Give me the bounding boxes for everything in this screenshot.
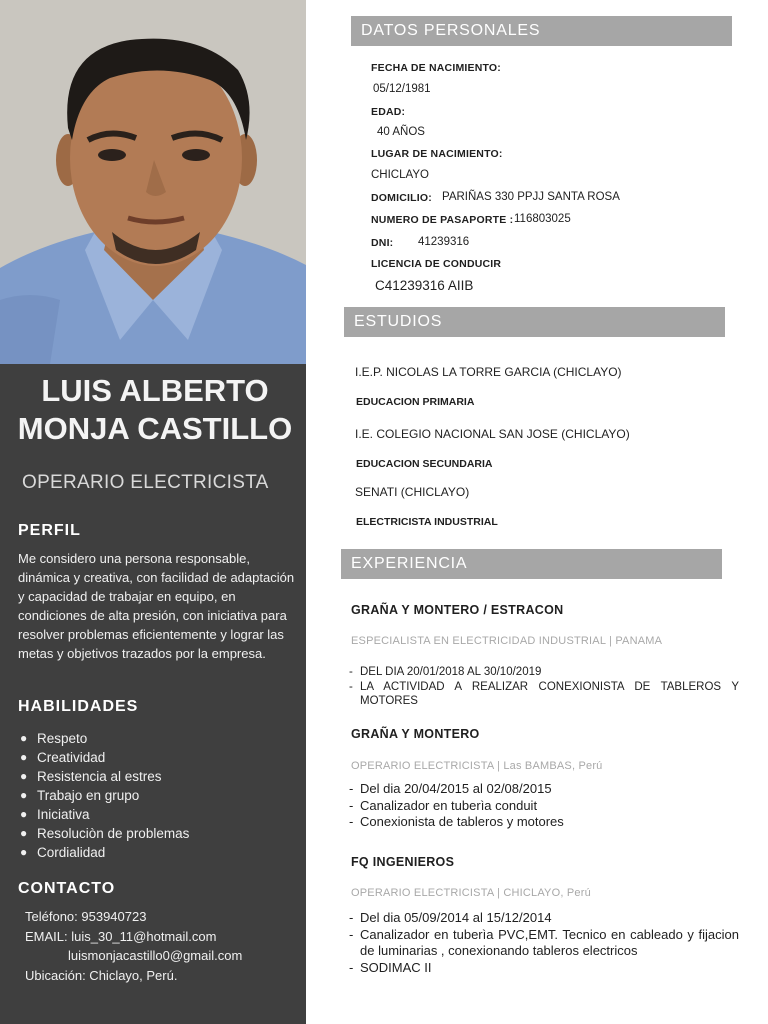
bullet-icon: ● [20, 807, 28, 821]
age-value: 40 AÑOS [377, 126, 425, 138]
contact-info [25, 907, 242, 985]
address-value: PARIÑAS 330 PPJJ SANTA ROSA [442, 191, 620, 203]
list-item: ● Resistencia al estres [20, 769, 162, 784]
experiencia-heading: EXPERIENCIA [341, 549, 722, 579]
birthplace-value: CHICLAYO [371, 169, 429, 181]
list-item: ● Trabajo en grupo [20, 788, 140, 803]
name-line-2: MONJA CASTILLO [17, 411, 293, 446]
job-1-company: GRAÑA Y MONTERO / ESTRACON [351, 603, 564, 617]
perfil-text: Me considero una persona responsable, dinámica y creativa, con facilidad de adaptación y capacidad de trabajar en equipo, en condiciones de alta presión, con iniciativa para resolver problemas eficientemente y lograr las metas y objetivos trazados por la empresa. [18, 551, 295, 661]
birth-date-value: 05/12/1981 [373, 83, 431, 95]
list-item: - DEL DIA 20/01/2018 AL 30/10/2019 [349, 666, 542, 678]
study-school-3: SENATI (CHICLAYO) [355, 485, 470, 499]
study-school-1: I.E.P. NICOLAS LA TORRE GARCIA (CHICLAYO) [355, 365, 622, 379]
estudios-heading: ESTUDIOS [344, 307, 725, 337]
contact-email-1: EMAIL: luis_30_11@hotmail.com [25, 928, 217, 944]
age-label: EDAD: [371, 106, 406, 118]
dni-label: DNI: [371, 237, 394, 249]
address-label: DOMICILIO: [371, 192, 432, 204]
list-item: ● Cordialidad [20, 845, 106, 860]
habilidades-heading: HABILIDADES [18, 698, 139, 715]
job-1-position: ESPECIALISTA EN ELECTRICIDAD INDUSTRIAL | PANAMA [351, 635, 663, 647]
dni-value: 41239316 [418, 236, 470, 248]
bullet-icon: ● [20, 769, 28, 783]
list-item: ● Resoluciòn de problemas [20, 826, 190, 841]
bullet-icon: ● [20, 826, 28, 840]
list-item: - LA ACTIVIDAD A REALIZAR CONEXIONISTA DE TABLEROS Y MOTORES [349, 680, 739, 707]
list-item: ● Iniciativa [20, 807, 90, 822]
birth-date-label: FECHA DE NACIMIENTO: [371, 62, 501, 74]
perfil-heading: PERFIL [18, 522, 81, 539]
sidebar [0, 0, 306, 1024]
portrait-image [0, 0, 306, 364]
skills-list [18, 729, 189, 862]
study-school-2: I.E. COLEGIO NACIONAL SAN JOSE (CHICLAYO) [355, 427, 630, 441]
bullet-icon: ● [20, 788, 28, 802]
list-item: ● Respeto [20, 731, 88, 746]
full-name [10, 372, 300, 448]
list-item: - Del dia 05/09/2014 al 15/12/2014 [349, 910, 552, 925]
job-3-company: FQ INGENIEROS [351, 855, 455, 869]
license-value: C41239316 AIIB [375, 278, 474, 293]
job-3-position: OPERARIO ELECTRICISTA | CHICLAYO, Perú [351, 887, 591, 899]
job-1-duties [349, 665, 739, 709]
job-2-duties [349, 781, 739, 831]
list-item: - Canalizador en tuberìa PVC,EMT. Tecnico en cableado y fijacion de luminarias , conexionando tableros electricos [349, 926, 739, 958]
contact-location: Ubicación: Chiclayo, Perú. [25, 967, 178, 983]
license-label: LICENCIA DE CONDUCIR [371, 258, 502, 270]
study-level-1: EDUCACION PRIMARIA [356, 396, 475, 408]
contact-phone: Teléfono: 953940723 [25, 909, 147, 924]
profile-photo [0, 0, 306, 364]
contact-email-2: luismonjacastillo0@gmail.com [68, 948, 243, 963]
study-level-3: ELECTRICISTA INDUSTRIAL [356, 516, 498, 528]
list-item: - Del dia 20/04/2015 al 02/08/2015 [349, 781, 552, 796]
list-item: ● Creatividad [20, 750, 106, 765]
contacto-heading: CONTACTO [18, 880, 116, 897]
job-title: OPERARIO ELECTRICISTA [22, 472, 269, 493]
passport-value: 116803025 [514, 213, 571, 225]
bullet-icon: ● [20, 750, 28, 764]
study-level-2: EDUCACION SECUNDARIA [356, 458, 493, 470]
job-2-position: OPERARIO ELECTRICISTA | Las BAMBAS, Perú [351, 760, 603, 772]
bullet-icon: ● [20, 731, 28, 745]
job-2-company: GRAÑA Y MONTERO [351, 727, 480, 741]
job-3-duties [349, 910, 739, 976]
passport-label: NUMERO DE PASAPORTE : [371, 214, 514, 226]
bullet-icon: ● [20, 845, 28, 859]
list-item: - SODIMAC II [349, 959, 432, 975]
list-item: - Conexionista de tableros y motores [349, 814, 564, 829]
list-item: - Canalizador en tuberìa conduit [349, 797, 538, 813]
datos-personales-heading: DATOS PERSONALES [351, 16, 732, 46]
birthplace-label: LUGAR DE NACIMIENTO: [371, 148, 503, 160]
name-line-1: LUIS ALBERTO [41, 373, 269, 408]
